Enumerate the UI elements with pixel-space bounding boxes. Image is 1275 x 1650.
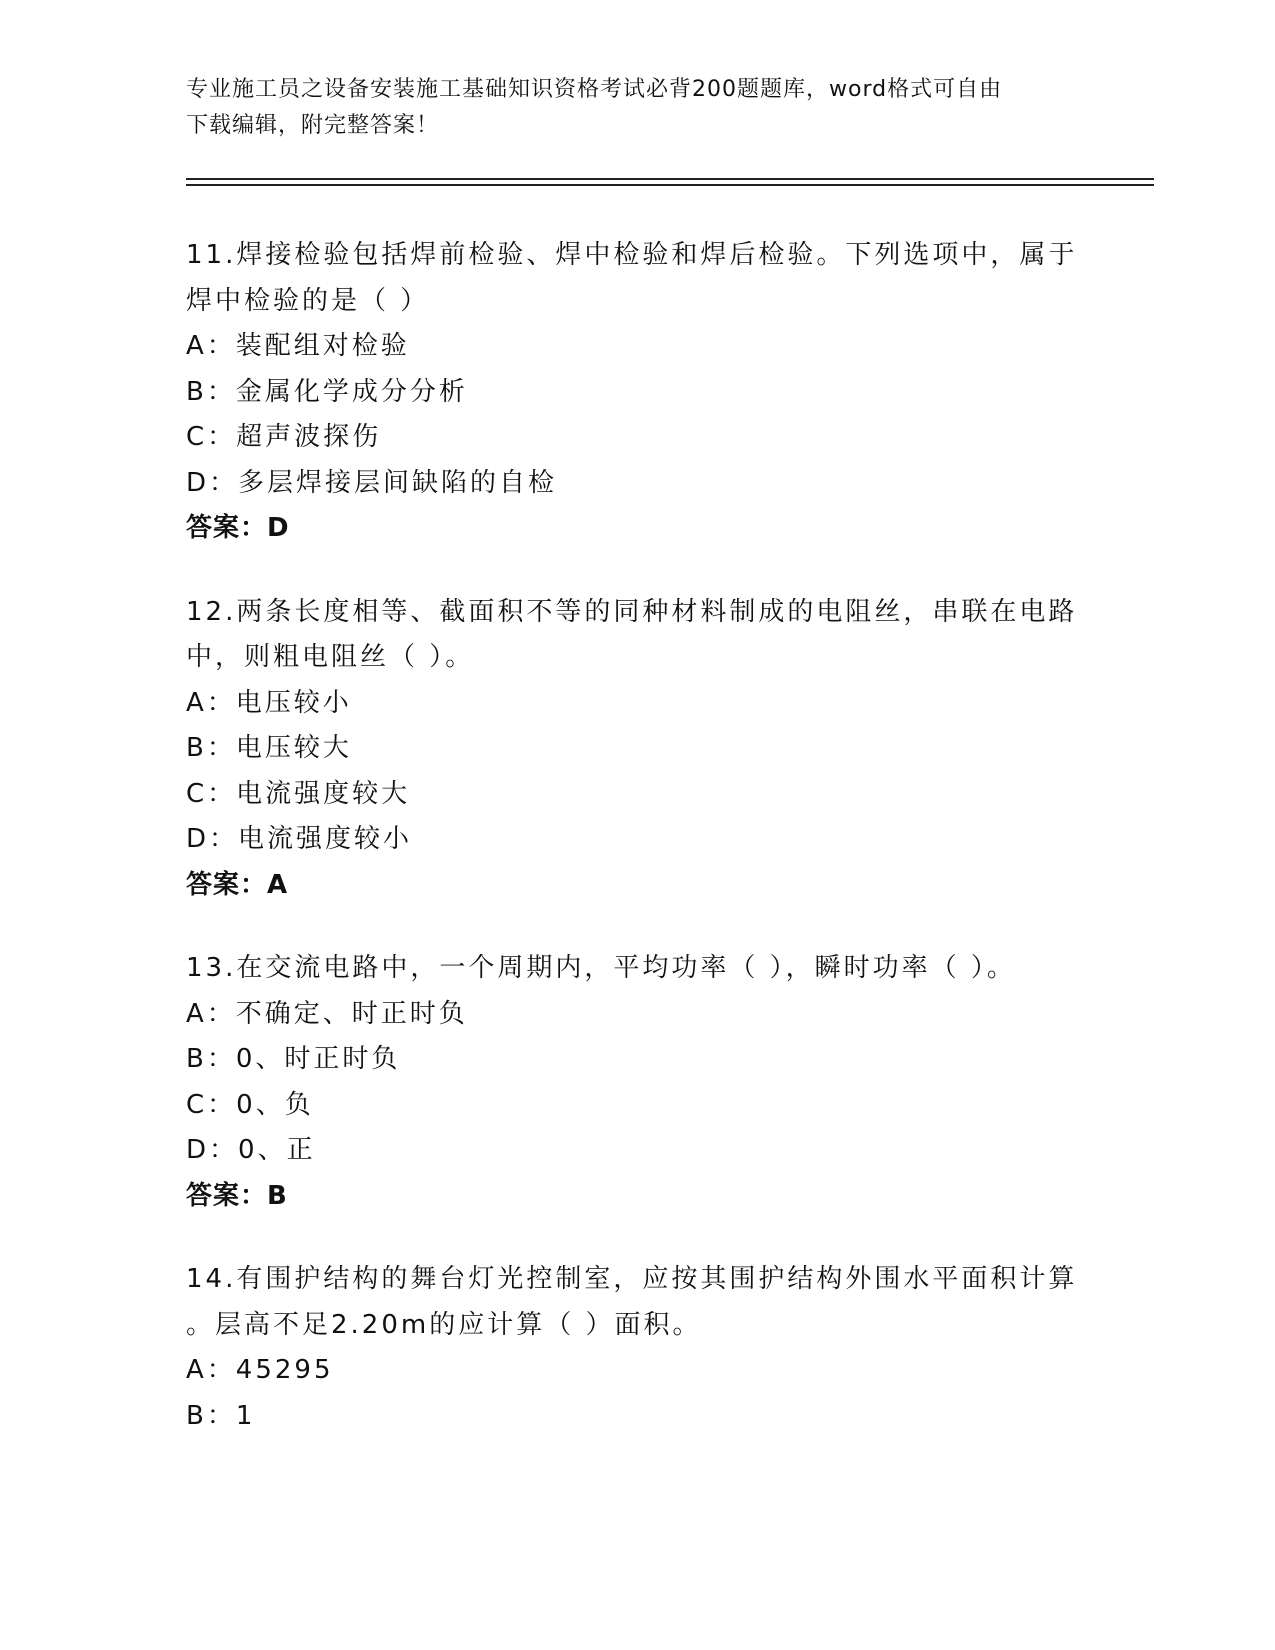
option-a: A：电压较小: [186, 687, 352, 718]
header-divider-bottom: [186, 184, 1154, 186]
question-stem: [186, 1257, 1086, 1348]
stem-line: 焊中检验的是（ ）: [186, 285, 430, 316]
option-b: B：金属化学成分分析: [186, 376, 468, 407]
option-b: B：1: [186, 1400, 256, 1431]
option-a: A：装配组对检验: [186, 331, 410, 361]
option-c: C：电流强度较大: [186, 778, 411, 809]
question-list: [186, 233, 1086, 1477]
header-divider-top: [186, 178, 1154, 180]
question-11: [186, 233, 1086, 552]
option-c: C：0、负: [186, 1089, 314, 1120]
option-d: D：多层焊接层间缺陷的自检: [186, 467, 558, 498]
header-line-1: 专业施工员之设备安装施工基础知识资格考试必背200题题库，word格式可自由: [186, 77, 1003, 102]
stem-line: 14.有围护结构的舞台灯光控制室，应按其围护结构外围水平面积计算: [186, 1264, 1078, 1294]
answer: 答案：B: [186, 1180, 288, 1211]
option-d: D：0、正: [186, 1135, 316, 1165]
stem-line: 。层高不足2.20m的应计算（ ）面积。: [186, 1309, 702, 1340]
question-12: [186, 590, 1086, 909]
answer: 答案：D: [186, 513, 290, 543]
question-14: [186, 1257, 1086, 1439]
question-stem: [186, 946, 1086, 992]
stem-line: 中，则粗电阻丝（ ）。: [186, 642, 475, 672]
option-a: A：不确定、时正时负: [186, 998, 468, 1029]
option-d: D：电流强度较小: [186, 824, 413, 854]
stem-line: 11.焊接检验包括焊前检验、焊中检验和焊后检验。下列选项中，属于: [186, 240, 1078, 270]
header-line-2: 下载编辑，附完整答案！: [186, 113, 440, 138]
option-a: A：45295: [186, 1355, 334, 1385]
option-b: B：0、时正时负: [186, 1044, 401, 1074]
question-stem: [186, 590, 1086, 681]
answer: 答案：A: [186, 869, 289, 900]
question-13: [186, 946, 1086, 1219]
stem-line: 13.在交流电路中，一个周期内，平均功率（ ），瞬时功率（ ）。: [186, 953, 1016, 983]
document-header: [186, 72, 1086, 144]
stem-line: 12.两条长度相等、截面积不等的同种材料制成的电阻丝，串联在电路: [186, 596, 1078, 627]
question-stem: [186, 233, 1086, 324]
option-b: B：电压较大: [186, 733, 352, 763]
option-c: C：超声波探伤: [186, 422, 382, 452]
